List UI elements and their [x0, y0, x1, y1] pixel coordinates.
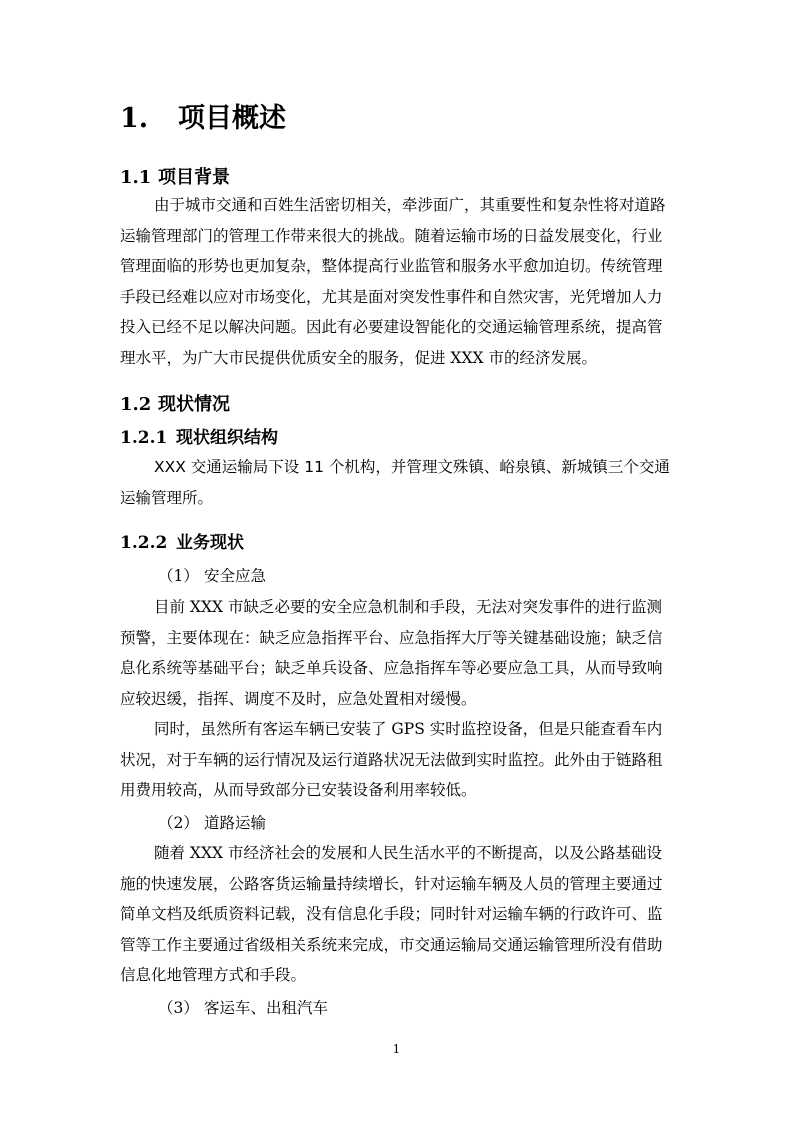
text-line: 目前 XXX 市缺乏必要的安全应急机制和手段，无法对突发事件的进行监测 [154, 598, 662, 616]
subsection-title: 业务现状 [176, 533, 244, 553]
list-item-road-transport [158, 811, 266, 833]
text-line: 用费用较高，从而导致部分已安装设备利用率较低。 [120, 781, 477, 800]
paragraph-background [120, 190, 680, 374]
subsection-title: 现状组织结构 [176, 428, 278, 448]
text-line: 应较迟缓，指挥、调度不及时，应急处置相对缓慢。 [120, 689, 477, 708]
list-item-safety [158, 564, 266, 586]
section-number: 1.1 [120, 167, 152, 188]
section-title: 项目背景 [158, 167, 230, 188]
paragraph-gps [120, 714, 680, 806]
section-heading-1-1 [120, 163, 230, 189]
paragraph-safety [120, 592, 680, 714]
subsection-number: 1.2.1 [120, 428, 168, 448]
text-line: 投入已经不足以解决问题。因此有必要建设智能化的交通运输管理系统，提高管 [120, 318, 663, 337]
item-label: 道路运输 [204, 814, 267, 832]
chapter-title: 项目概述 [178, 103, 286, 134]
text-line: 同时，虽然所有客运车辆已安装了 GPS 实时监控设备，但是只能查看车内 [154, 720, 663, 738]
text-line: 信息化地管理方式和手段。 [120, 966, 307, 985]
text-line: XXX 交通运输局下设 11 个机构，并管理文殊镇、峪泉镇、新城镇三个交通 [154, 458, 670, 476]
page-number: 1 [392, 1042, 401, 1056]
list-item-passenger-taxi [158, 996, 328, 1018]
item-label: 客运车、出租汽车 [204, 999, 329, 1017]
text-line: 理水平，为广大市民提供优质安全的服务，促进 XXX 市的经济发展。 [120, 348, 597, 367]
text-line: 由于城市交通和百姓生活密切相关，牵涉面广，其重要性和复杂性将对道路 [154, 196, 666, 214]
text-line: 管理面临的形势也更加复杂，整体提高行业监管和服务水平愈加迫切。传统管理 [120, 257, 663, 276]
text-line: 息化系统等基础平台；缺乏单兵设备、应急指挥车等必要应急工具，从而导致响 [120, 659, 663, 678]
text-line: 状况，对于车辆的运行情况及运行道路状况无法做到实时监控。此外由于链路租 [120, 750, 663, 769]
text-line: 随着 XXX 市经济社会的发展和人民生活水平的不断提高，以及公路基础设 [154, 844, 662, 862]
text-line: 简单文档及纸质资料记载，没有信息化手段；同时针对运输车辆的行政许可、监 [120, 905, 663, 924]
text-line: 运输管理所。 [120, 488, 214, 507]
paragraph-organization [120, 452, 680, 513]
item-number: （3） [158, 999, 199, 1017]
section-heading-1-2 [120, 390, 230, 416]
text-line: 施的快速发展，公路客货运输量持续增长，针对运输车辆及人员的管理主要通过 [120, 874, 663, 893]
subsection-number: 1.2.2 [120, 533, 168, 553]
item-number: （1） [158, 567, 199, 585]
item-label: 安全应急 [204, 567, 267, 585]
text-line: 手段已经难以应对市场变化，尤其是面对突发性事件和自然灾害，光凭增加人力 [120, 287, 663, 306]
item-number: （2） [158, 814, 199, 832]
chapter-number: 1. [120, 103, 149, 134]
text-line: 运输管理部门的管理工作带来很大的挑战。随着运输市场的日益发展变化，行业 [120, 226, 663, 245]
section-number: 1.2 [120, 394, 152, 415]
text-line: 管等工作主要通过省级相关系统来完成，市交通运输局交通运输管理所没有借助 [120, 935, 663, 954]
section-title: 现状情况 [158, 394, 230, 415]
chapter-heading [120, 96, 286, 135]
subsection-heading-1-2-2 [120, 528, 244, 553]
subsection-heading-1-2-1 [120, 423, 278, 448]
text-line: 预警，主要体现在：缺乏应急指挥平台、应急指挥大厅等关键基础设施；缺乏信 [120, 628, 663, 647]
paragraph-road-transport [120, 838, 680, 991]
